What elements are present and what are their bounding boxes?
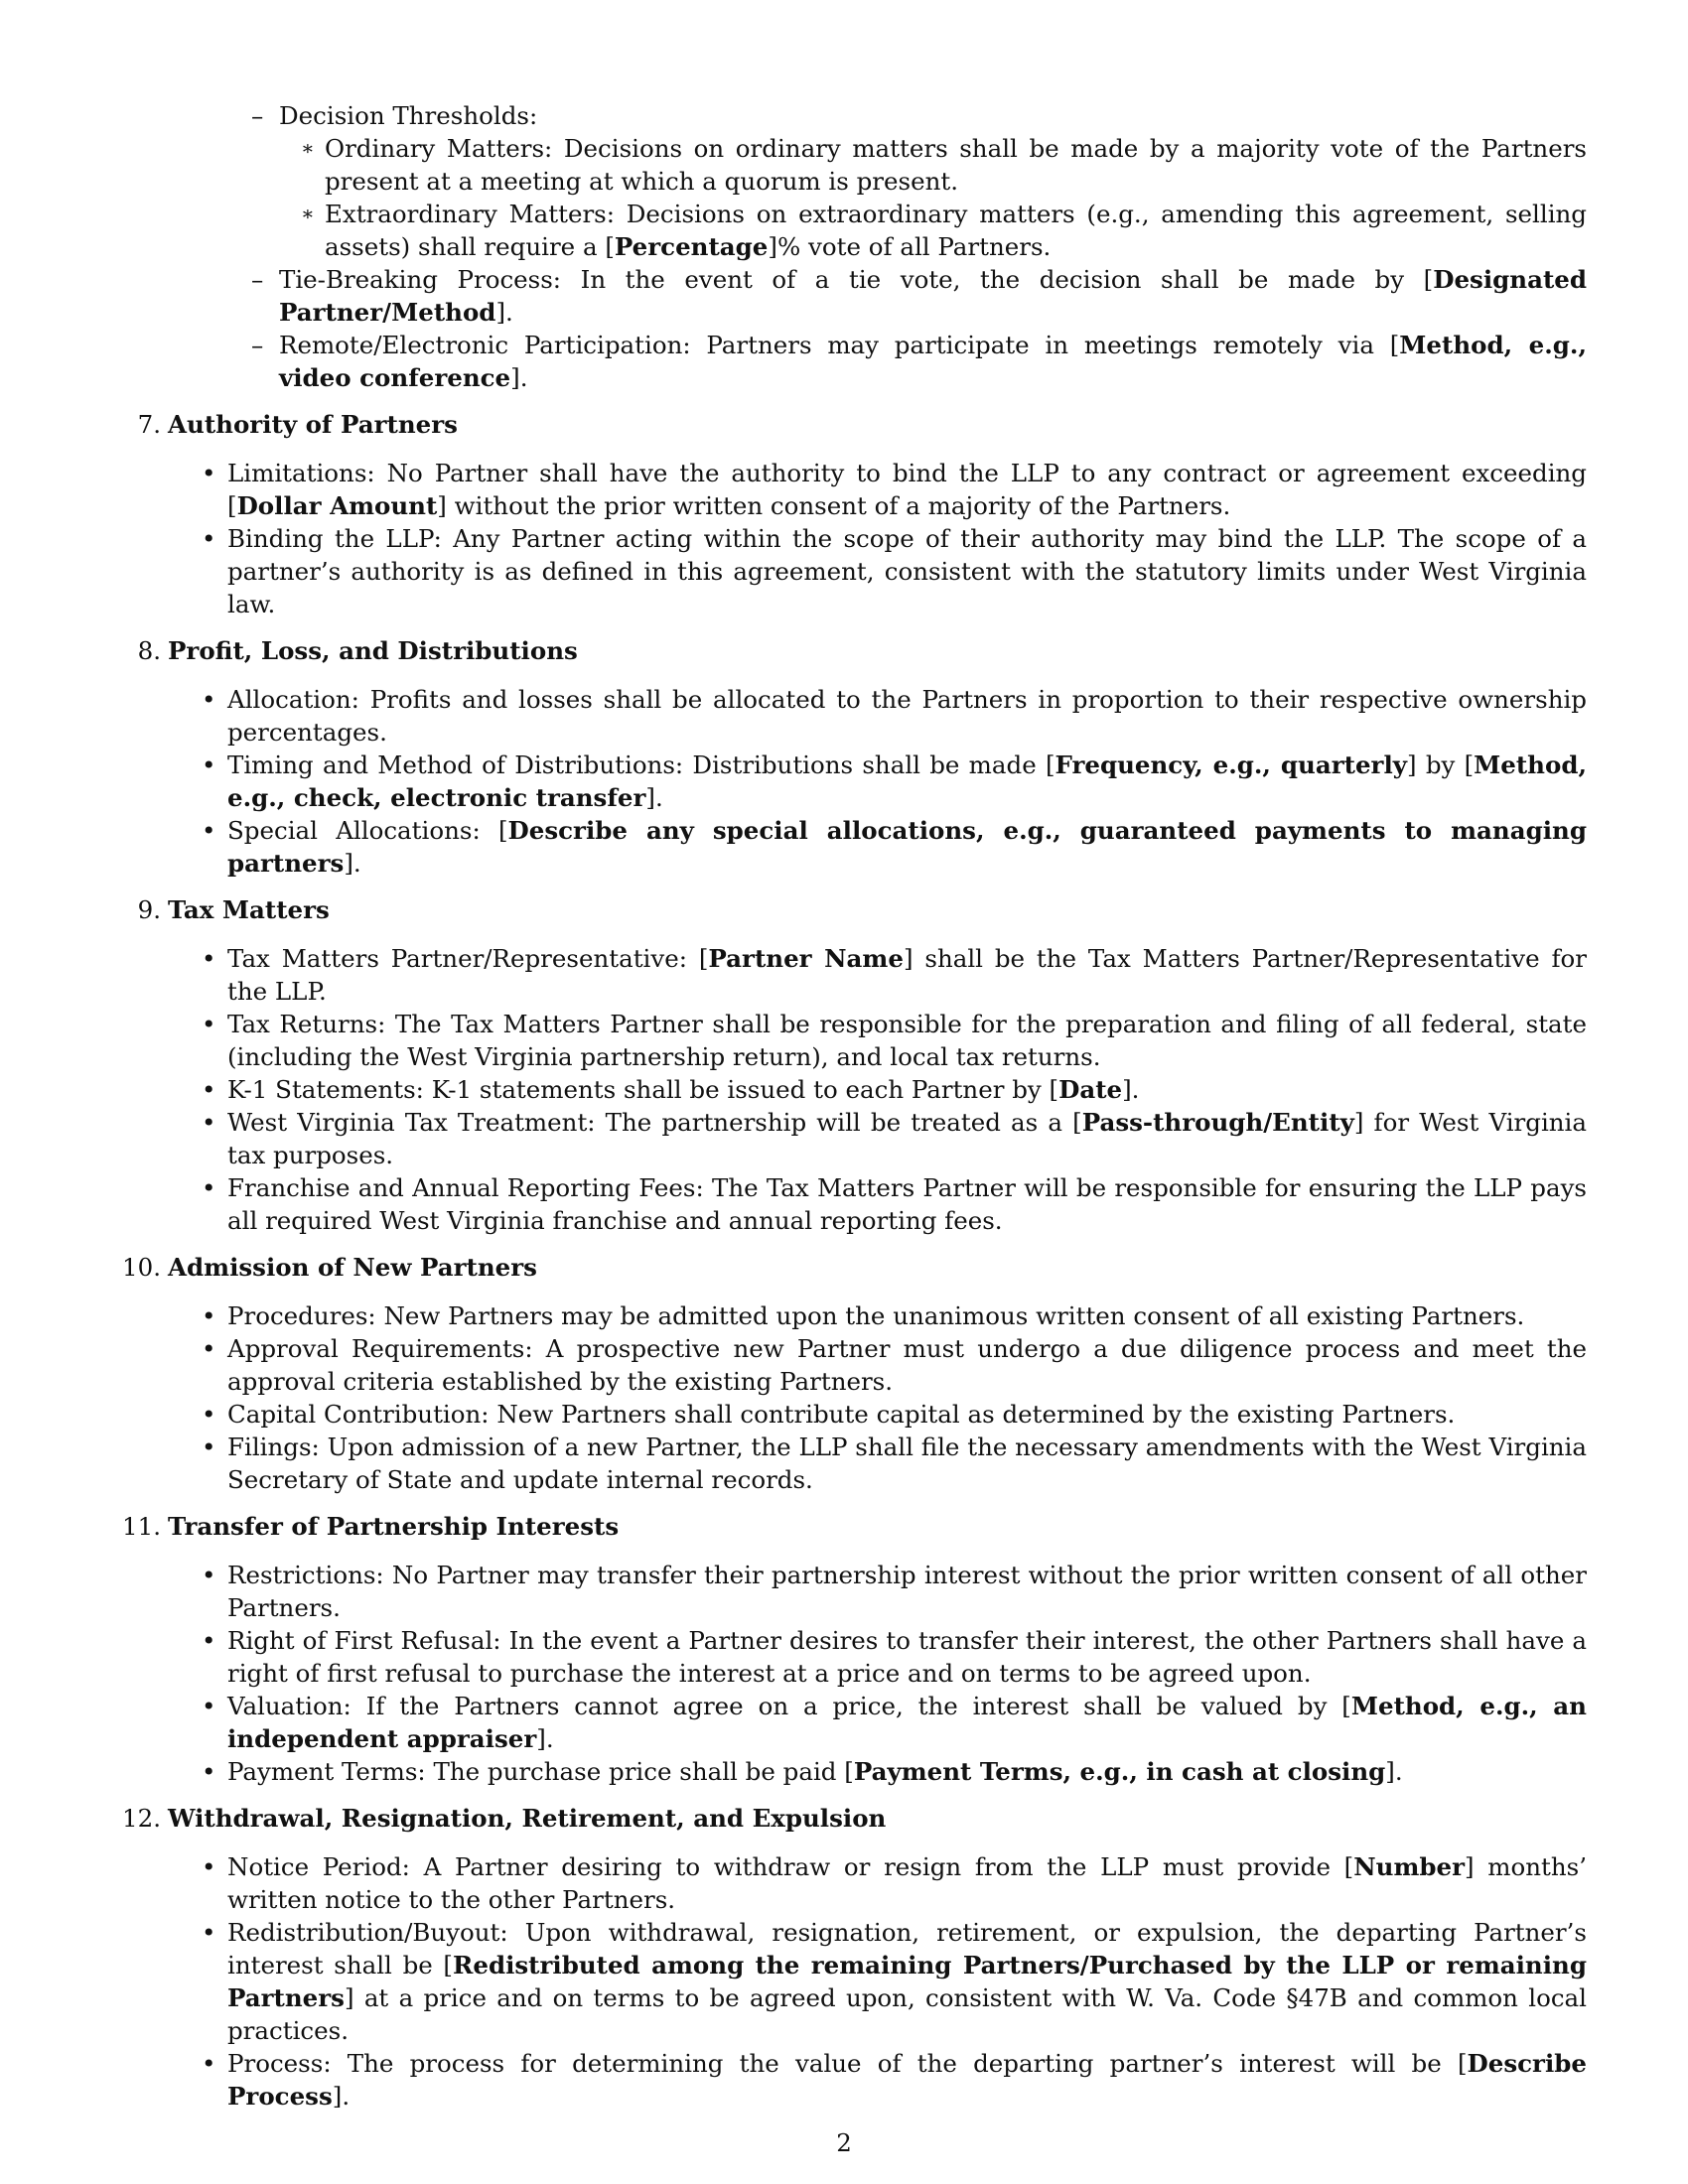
list-item: • Special Allocations: [Describe any special allocations, e.g., guaranteed payments to managing partners].	[202, 816, 1587, 878]
section-8-heading: 8. Profit, Loss, and Distributions	[137, 636, 578, 665]
list-item: • K-1 Statements: K-1 statements shall be issued to each Partner by [Date].	[202, 1075, 1140, 1104]
list-item: • Tax Matters Partner/Representative: [Partner Name] shall be the Tax Matters Partner/Representative for the LLP.	[202, 944, 1587, 1006]
list-item: • Approval Requirements: A prospective new Partner must undergo a due diligence process and meet the approval criteria established by the existing Partners.	[202, 1334, 1587, 1396]
page-number: 2	[836, 2128, 852, 2157]
list-item: • West Virginia Tax Treatment: The partnership will be treated as a [Pass-through/Entity] for West Virginia tax purposes.	[202, 1108, 1587, 1169]
section-10-heading: 10. Admission of New Partners	[122, 1253, 537, 1282]
list-item: • Right of First Refusal: In the event a Partner desires to transfer their interest, the other Partners shall have a right of first refusal to purchase the interest at a price and on terms to be agreed upon.	[202, 1626, 1587, 1688]
list-item: • Limitations: No Partner shall have the authority to bind the LLP to any contract or agreement exceeding [Dollar Amount] without the prior written consent of a majority of the Partners.	[202, 459, 1587, 520]
section-12-heading: 12. Withdrawal, Resignation, Retirement, and Expulsion	[122, 1804, 887, 1833]
tie-breaking-item: – Tie-Breaking Process: In the event of a tie vote, the decision shall be made by [Designated Partner/Method].	[251, 265, 1587, 327]
section-11-heading: 11. Transfer of Partnership Interests	[122, 1512, 620, 1541]
list-item: • Redistribution/Buyout: Upon withdrawal, resignation, retirement, or expulsion, the departing Partner’s interest shall be [Redistributed among the remaining Partners/Purchased by the LLP or remaining Partners] at a price and on terms to be agreed upon, consistent with W. Va. Code §47B and common local practices.	[202, 1918, 1587, 2045]
extraordinary-matters-item: ∗ Extraordinary Matters: Decisions on extraordinary matters (e.g., amending this agreement, selling assets) shall require a [Percentage]% vote of all Partners.	[301, 200, 1587, 261]
list-item: • Procedures: New Partners may be admitted upon the unanimous written consent of all existing Partners.	[202, 1301, 1525, 1330]
list-item: • Franchise and Annual Reporting Fees: The Tax Matters Partner will be responsible for ensuring the LLP pays all required West Virginia franchise and annual reporting fees.	[202, 1173, 1587, 1235]
document-body	[0, 99, 1688, 2113]
list-item: • Capital Contribution: New Partners shall contribute capital as determined by the existing Partners.	[202, 1400, 1456, 1429]
list-item: • Allocation: Profits and losses shall be allocated to the Partners in proportion to their respective ownership percentages.	[202, 685, 1587, 747]
decision-thresholds-item: – Decision Thresholds:	[251, 101, 538, 130]
list-item: • Process: The process for determining the value of the departing partner’s interest will be [Describe Process].	[202, 2049, 1587, 2111]
list-item: • Timing and Method of Distributions: Distributions shall be made [Frequency, e.g., quarterly] by [Method, e.g., check, electronic transfer].	[202, 751, 1587, 812]
list-item: • Payment Terms: The purchase price shall be paid [Payment Terms, e.g., in cash at closing].	[202, 1757, 1403, 1786]
ordinary-matters-item: ∗ Ordinary Matters: Decisions on ordinary matters shall be made by a majority vote of the Partners present at a meeting at which a quorum is present.	[301, 134, 1587, 196]
remote-participation-item: – Remote/Electronic Participation: Partners may participate in meetings remotely via [Method, e.g., video conference].	[251, 331, 1587, 392]
list-item: • Notice Period: A Partner desiring to withdraw or resign from the LLP must provide [Number] months’ written notice to the other Partners.	[202, 1852, 1588, 1914]
section-9-heading: 9. Tax Matters	[137, 895, 330, 924]
list-item: • Restrictions: No Partner may transfer their partnership interest without the prior written consent of all other Partners.	[202, 1561, 1587, 1622]
list-item: • Valuation: If the Partners cannot agree on a price, the interest shall be valued by [Method, e.g., an independent appraiser].	[202, 1692, 1587, 1753]
section-7-heading: 7. Authority of Partners	[137, 410, 458, 439]
list-item: • Tax Returns: The Tax Matters Partner shall be responsible for the preparation and filing of all federal, state (including the West Virginia partnership return), and local tax returns.	[202, 1010, 1587, 1071]
list-item: • Binding the LLP: Any Partner acting within the scope of their authority may bind the LLP. The scope of a partner’s authority is as defined in this agreement, consistent with the statutory limits under West Virginia law.	[202, 524, 1587, 618]
list-item: • Filings: Upon admission of a new Partner, the LLP shall file the necessary amendments with the West Virginia Secretary of State and update internal records.	[202, 1433, 1587, 1494]
